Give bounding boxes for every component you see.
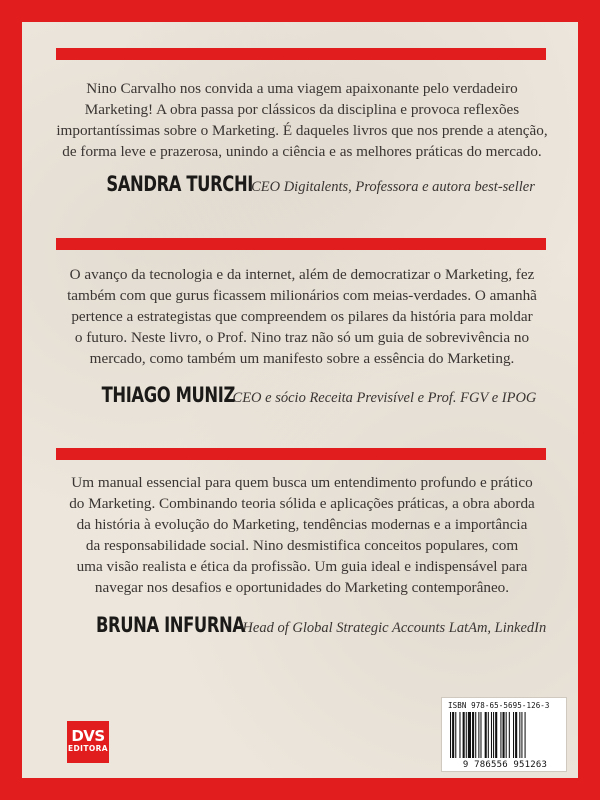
quote-line: também com que gurus ficassem milionários com meias-verdades. O amanhã [67,287,537,304]
testimonial-quote-3 [52,472,552,598]
quote-line: importantíssimas sobre o Marketing. É daqueles livros que nos prende a atenção, [56,122,548,139]
red-divider-bar [56,238,546,250]
quote-line: pertence a estrategistas que compreendem os pilares da história para moldar [71,308,533,325]
author-name: SANDRA TURCHI [106,172,254,196]
isbn-barcode [441,697,567,772]
testimonial-signature-2 [22,383,578,407]
quote-line: da história à evolução do Marketing, tendências modernas e a importância [76,516,528,533]
quote-line: Nino Carvalho nos convida a uma viagem apaixonante pelo verdadeiro [86,80,518,97]
quote-line: navegar nos desafios e oportunidades do Marketing contemporâneo. [94,579,510,596]
publisher-logo [67,721,109,763]
quote-line: o futuro. Neste livro, o Prof. Nino traz não só um guia de sobrevivência no [74,329,530,346]
author-role: CEO Digitalents, Professora e autora best-seller [251,179,535,195]
quote-line: uma visão realista e ética da profissão. Um guia ideal e indispensável para [76,558,528,575]
author-name: THIAGO MUNIZ [101,383,235,407]
quote-line: do Marketing. Combinando teoria sólida e aplicações práticas, a obra aborda [69,495,535,512]
author-role: Head of Global Strategic Accounts LatAm, LinkedIn [242,620,547,636]
testimonial-quote-2 [52,264,552,369]
logo-text: DVS [71,727,105,745]
red-divider-bar [56,448,546,460]
testimonial-quote-1 [52,78,552,162]
quote-line: da responsabilidade social. Nino desmistifica conceitos populares, com [85,537,519,554]
testimonial-signature-3 [22,613,578,637]
quote-line: mercado, como também um manifesto sobre a essência do Marketing. [89,350,515,367]
red-divider-bar [56,48,546,60]
logo-subtext: EDITORA [67,744,108,753]
quote-line: O avanço da tecnologia e da internet, além de democratizar o Marketing, fez [69,266,535,283]
author-role: CEO e sócio Receita Previsível e Prof. FGV e IPOG [232,390,537,406]
quote-line: Marketing! A obra passa por clássicos da disciplina e provoca reflexões [84,101,520,118]
back-cover [22,22,578,778]
isbn-label: ISBN 978-65-5695-126-3 [448,701,550,710]
testimonial-signature-1 [22,172,578,196]
author-name: BRUNA INFURNA [95,613,245,637]
quote-line: Um manual essencial para quem busca um entendimento profundo e prático [71,474,533,491]
barcode-icon [450,712,560,758]
ean-number: 9 786556 951263 [462,760,548,770]
quote-line: de forma leve e prazerosa, unindo a ciência e as melhores práticas do mercado. [62,143,542,160]
